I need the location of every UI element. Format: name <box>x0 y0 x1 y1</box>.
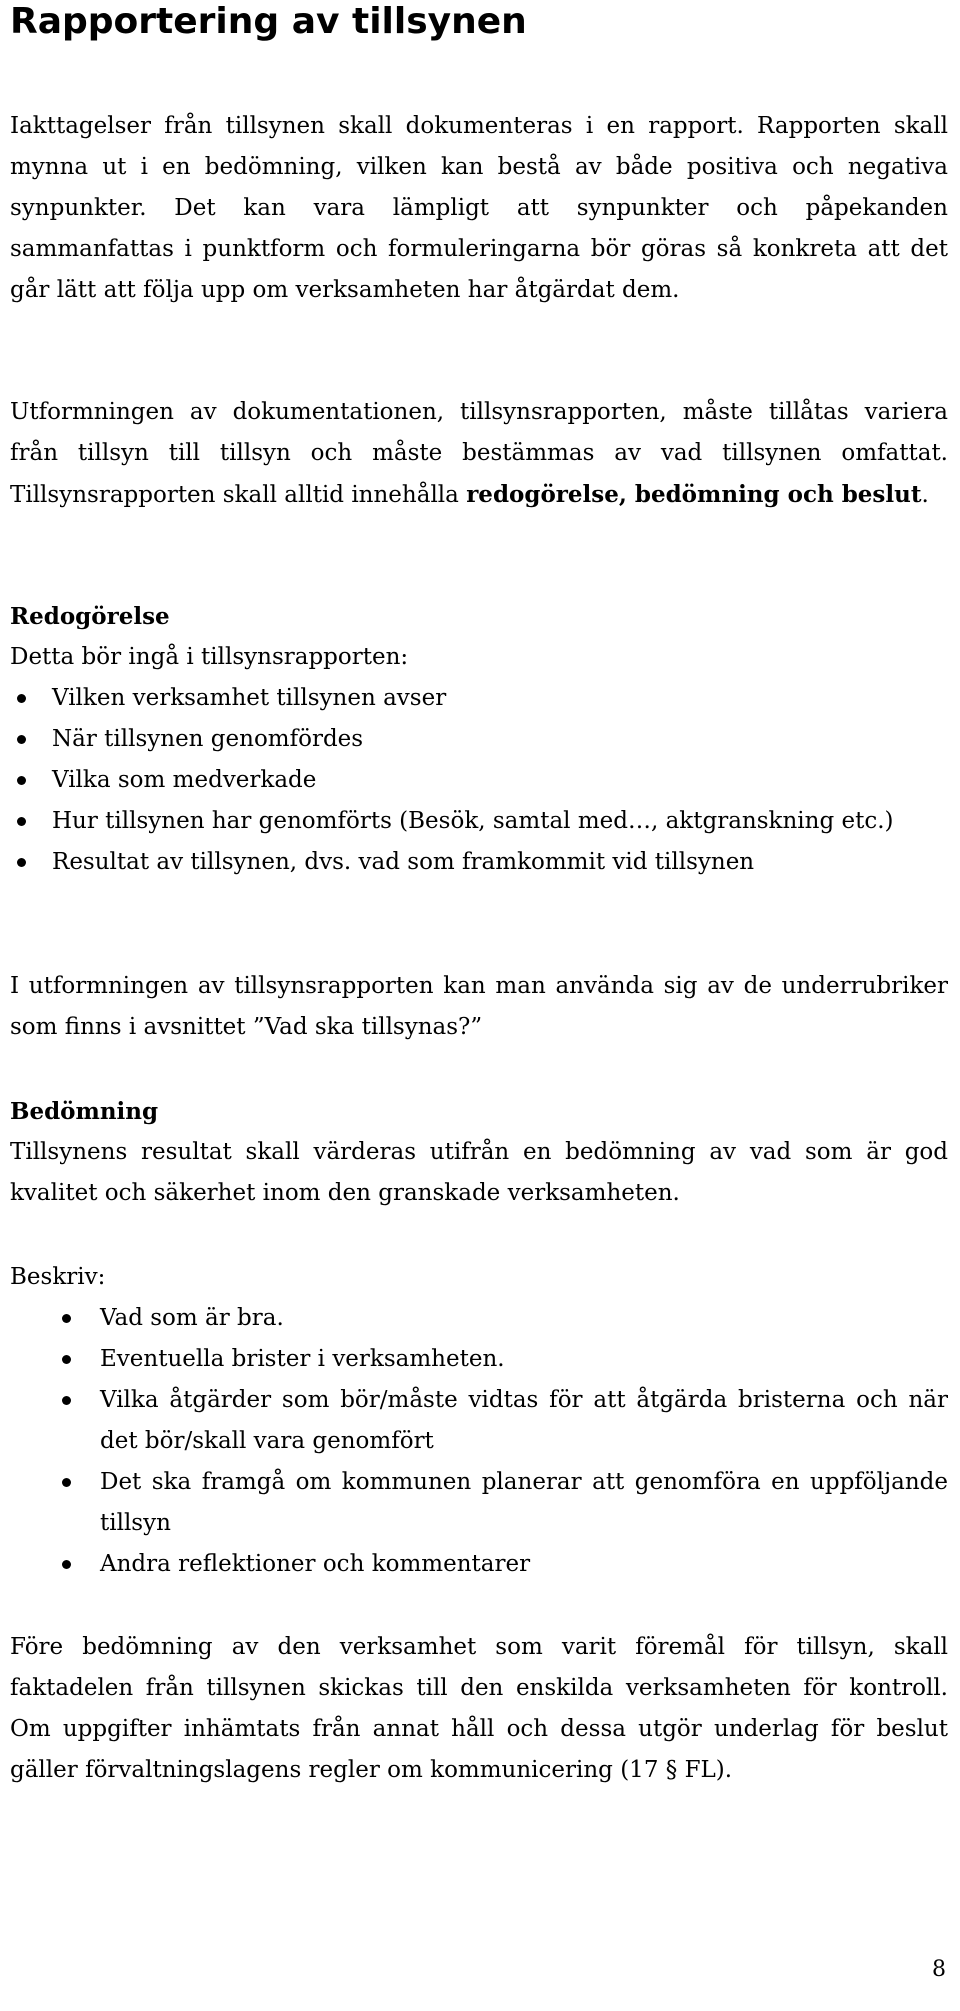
list-item-text: Vad som är bra. <box>100 1305 284 1331</box>
bullet-icon <box>62 1314 71 1323</box>
bedomning-list <box>10 1298 948 1585</box>
paragraph-final: Före bedömning av den verksamhet som varit föremål för tillsyn, skall faktadelen från tillsynen skickas till den enskilda verksamheten för kontroll. Om uppgifter inhämtats från annat håll och dessa utgör underlag för beslut gäller förvaltningslagens regler om kommunicering (17 § FL). <box>10 1634 948 1783</box>
redogorelse-list <box>10 678 948 883</box>
bullet-icon <box>62 1355 71 1364</box>
list-item <box>10 1298 948 1339</box>
list-item <box>10 678 948 719</box>
list-item <box>10 842 948 883</box>
bullet-icon <box>62 1560 71 1569</box>
redogorelse-intro: Detta bör ingå i tillsynsrapporten: <box>10 644 409 670</box>
bedomning-intro: Beskriv: <box>10 1264 106 1290</box>
paragraph-format-end: . <box>921 482 929 508</box>
bullet-icon <box>17 858 26 867</box>
paragraph-format-text: Utformningen av dokumentationen, tillsynsrapporten, måste tillåtas variera från tillsyn till tillsyn och måste bestämmas av vad tillsynen omfattat. Tillsynsrapporten skall alltid innehålla <box>10 399 948 508</box>
list-item <box>10 760 948 801</box>
list-item <box>10 1462 948 1544</box>
paragraph-format-bold: redogörelse, bedömning och beslut <box>466 481 922 508</box>
paragraph-underrubriker: I utformningen av tillsynsrapporten kan man använda sig av de underrubriker som finns i avsnittet ”Vad ska tillsynas?” <box>10 973 948 1040</box>
subheading-redogorelse: Redogörelse <box>10 603 170 630</box>
list-item-text: Andra reflektioner och kommentarer <box>100 1551 531 1577</box>
bullet-icon <box>62 1396 71 1405</box>
paragraph-intro: Iakttagelser från tillsynen skall dokumenteras i en rapport. Rapporten skall mynna ut i en bedömning, vilken kan bestå av både positiva och negativa synpunkter. Det kan vara lämpligt att synpunkter och påpekanden sammanfattas i punktform och formuleringarna bör göras så konkreta att det går lätt att följa upp om verksamheten har åtgärdat dem. <box>10 113 948 303</box>
list-item <box>10 1380 948 1462</box>
list-item <box>10 1544 948 1585</box>
list-item-text: När tillsynen genomfördes <box>52 726 364 752</box>
paragraph-format <box>10 392 948 516</box>
subheading-bedomning: Bedömning <box>10 1098 159 1125</box>
section-heading: Rapportering av tillsynen <box>10 1 527 42</box>
list-item-text: Vilken verksamhet tillsynen avser <box>52 685 447 711</box>
list-item-text: Vilka som medverkade <box>52 767 317 793</box>
list-item <box>10 801 948 842</box>
bullet-icon <box>17 776 26 785</box>
bullet-icon <box>62 1478 71 1487</box>
bullet-icon <box>17 735 26 744</box>
list-item-text: Det ska framgå om kommunen planerar att genomföra en uppföljande tillsyn <box>100 1469 948 1536</box>
bullet-icon <box>17 817 26 826</box>
list-item-text: Vilka åtgärder som bör/måste vidtas för att åtgärda bristerna och när det bör/skall vara genomfört <box>100 1387 948 1454</box>
list-item <box>10 719 948 760</box>
list-item <box>10 1339 948 1380</box>
list-item-text: Hur tillsynen har genomförts (Besök, samtal med…, aktgranskning etc.) <box>52 808 894 834</box>
paragraph-bedomning: Tillsynens resultat skall värderas utifrån en bedömning av vad som är god kvalitet och säkerhet inom den granskade verksamheten. <box>10 1139 948 1206</box>
list-item-text: Eventuella brister i verksamheten. <box>100 1346 505 1372</box>
page-number: 8 <box>932 1957 946 1982</box>
bullet-icon <box>17 694 26 703</box>
list-item-text: Resultat av tillsynen, dvs. vad som framkommit vid tillsynen <box>52 849 755 875</box>
